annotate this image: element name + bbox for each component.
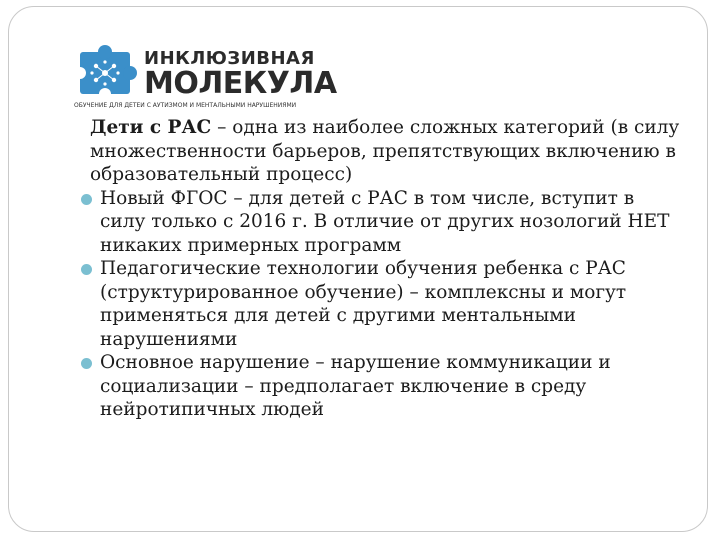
lead-text: – одна из наиболее сложных категорий (в силу множественности барьеров, препятствующих включению в образовательный процесс) [90, 117, 680, 185]
bullet-icon [81, 358, 92, 369]
list-item [72, 257, 682, 351]
logo-title-line2: МОЛЕКУЛА [144, 66, 337, 101]
bullet-icon [81, 264, 92, 275]
lead-bold-text: Дети с РАС [90, 117, 212, 138]
list-item-text: Новый ФГОС – для детей с РАС в том числе, вступит в силу только с 2016 г. В отличие от других нозологий НЕТ никаких примерных программ [100, 187, 670, 256]
logo-tagline: ОБУЧЕНИЕ ДЛЯ ДЕТЕЙ С АУТИЗМОМ И МЕНТАЛЬНЫМИ НАРУШЕНИЯМИ [74, 102, 296, 109]
list-item [72, 351, 682, 422]
bullet-icon [81, 194, 92, 205]
list-item-text: Основное нарушение – нарушение коммуникации и социализации – предполагает включение в среду нейротипичных людей [100, 352, 611, 420]
slide-content [72, 116, 682, 422]
puzzle-logo-icon [74, 44, 138, 102]
list-item-text: Педагогические технологии обучения ребенка с РАС (структурированное обучение) – комплексны и могут применяться для детей с другими ментальными нарушениями [100, 258, 627, 350]
list-item [72, 187, 682, 258]
logo-title-line1: ИНКЛЮЗИВНАЯ [144, 48, 315, 69]
logo [74, 44, 337, 110]
lead-paragraph [72, 116, 682, 187]
